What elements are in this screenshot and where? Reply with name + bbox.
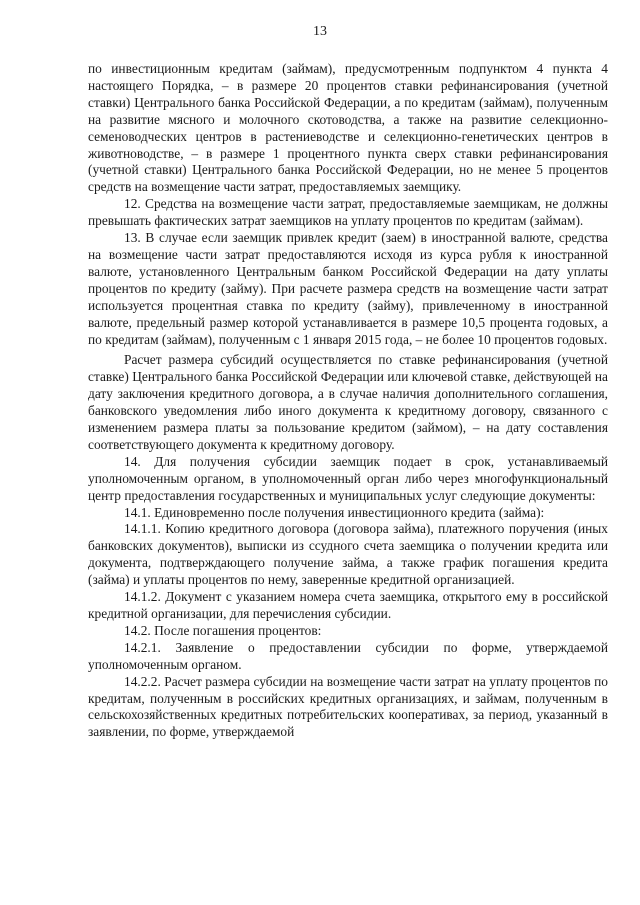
paragraph-14-1-2: 14.1.2. Документ с указанием номера счета заемщика, открытого ему в российской кредитной организации, для перечисления субсидии. — [88, 589, 608, 621]
paragraph-12: 12. Средства на возмещение части затрат, предоставляемые заемщикам, не должны превышать фактических затрат заемщиков на уплату процентов по кредитам (займам). — [88, 196, 608, 229]
paragraph-14-2-1: 14.2.1. Заявление о предоставлении субсидии по форме, утверждаемой уполномоченным органом. — [88, 639, 608, 672]
paragraph-14-2-2: 14.2.2. Расчет размера субсидии на возмещение части затрат на уплату процентов по кредитам, полученным в российских кредитных организациях, и займам, полученным в сельскохозяйственных кредитных потребительских кооперативах, за период, указанный в заявлении, по форме, утверждаемой — [88, 673, 608, 740]
document-body — [88, 61, 608, 741]
paragraph-14: 14. Для получения субсидии заемщик подает в срок, устанавливаемый уполномоченным органом, в уполномоченный орган либо через многофункциональный центр предоставления государственных и муниципальных услуг следующие документы: — [88, 453, 608, 503]
paragraph-14-2: 14.2. После погашения процентов: — [124, 622, 322, 638]
paragraph-14-1: 14.1. Единовременно после получения инвестиционного кредита (займа): — [124, 504, 545, 520]
paragraph-subsidy-calculation: Расчет размера субсидий осуществляется по ставке рефинансирования (учетной ставке) Центрального банка Российской Федерации или ключевой ставке, действующей на дату заключения кредитного договора, а в случае наличия дополнительного соглашения, банковского уведомления либо иного документа к кредитному договору, связанного с изменением размера платы за пользование кредитом (займом), – на дату составления соответствующего документа к кредитному договору. — [88, 352, 608, 452]
paragraph-14-1-1: 14.1.1. Копию кредитного договора (договора займа), платежного поручения (иных банковских документов), выписки из ссудного счета заемщика о получении кредита или документа, подтверждающего получение займа, а также график погашения кредита (займа) и уплаты процентов по нему, заверенные кредитной организацией. — [88, 521, 608, 588]
paragraph-13: 13. В случае если заемщик привлек кредит (заем) в иностранной валюте, средства на возмещение части затрат предоставляются исходя из курса рубля к иностранной валюте, установленного Центральным банком Российской Федерации на дату уплаты процентов по кредиту (займу). При расчете размера средств на возмещение части затрат используется процентная ставка по кредиту (займу), привлеченному в иностранной валюте, предельный размер которой устанавливается в размере 10,5 процента годовых, а по кредитам (займам), полученным с 1 января 2015 года, – не более 10 процентов годовых. — [88, 230, 608, 347]
paragraph-continuation: по инвестиционным кредитам (займам), предусмотренным подпунктом 4 пункта 4 настоящего Порядка, – в размере 20 процентов ставки рефинансирования (учетной ставки) Центрального банка Российской Федерации, а по кредитам (займам), полученным на развитие мясного и молочного скотоводства, а также на развитие селекционно-семеноводческих центров в растениеводстве и селекционно-генетических центров в животноводстве, – в размере 1 процентного пункта сверх ставки рефинансирования (учетной ставки) Центрального банка Российской Федерации, но не менее 5 процентов средств на возмещение части затрат, предоставляемых заемщику. — [88, 61, 608, 195]
page-number: 13 — [313, 24, 327, 39]
